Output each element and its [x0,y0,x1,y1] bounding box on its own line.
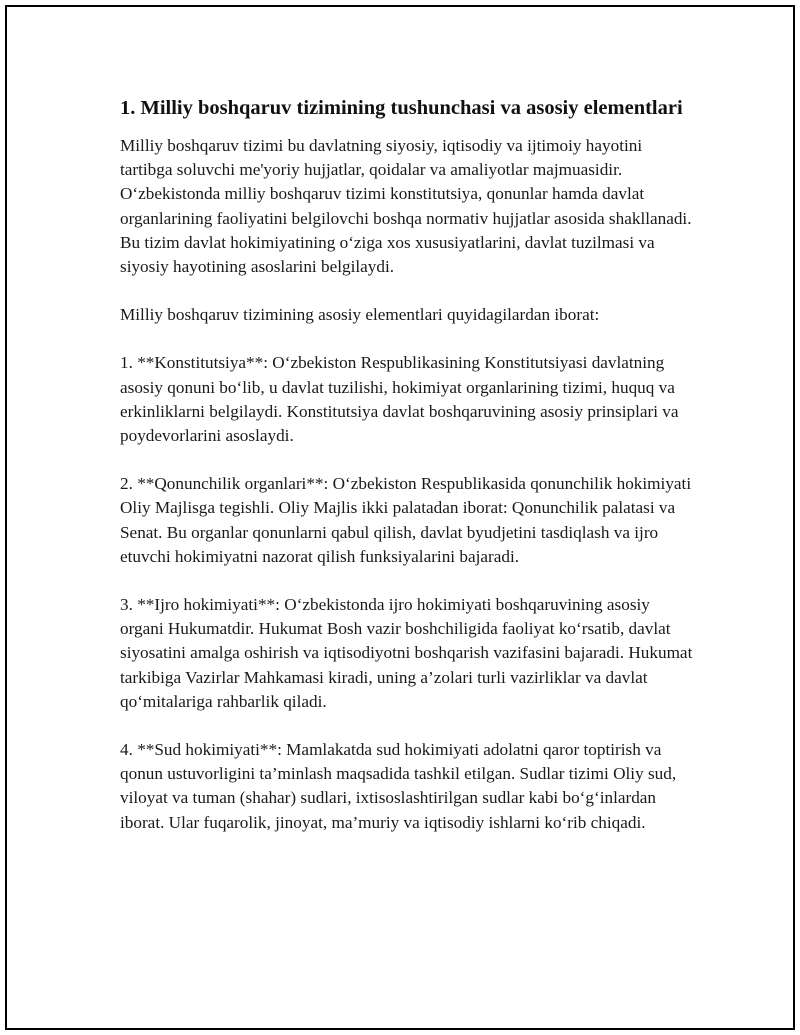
judicial-paragraph: 4. **Sud hokimiyati**: Mamlakatda sud hokimiyati adolatni qaror toptirish va qonun ustuvorligini ta’minlash maqsadida tashkil etilgan. Sudlar tizimi Oliy sud, viloyat va tuman (shahar) sudlari, ixtisoslashtirilgan sudlar kabi bo‘g‘inlardan iborat. Ular fuqarolik, jinoyat, ma’muriy va iqtisodiy ishlarni ko‘rib chiqadi. [120,740,677,832]
intro-paragraph: Milliy boshqaruv tizimi bu davlatning siyosiy, iqtisodiy va ijtimoiy hayotini tartibga soluvchi me'yoriy hujjatlar, qoidalar va amaliyotlar majmuasidir. O‘zbekistonda milliy boshqaruv tizimi konstitutsiya, qonunlar hamda davlat organlarining faoliyatini belgilovchi boshqa normativ hujjatlar asosida shakllanadi. Bu tizim davlat hokimiyatining o‘ziga xos xususiyatlarini, davlat tuzilmasi va siyosiy hayotining asoslarini belgilaydi. [120,136,692,277]
elements-intro-paragraph: Milliy boshqaruv tizimining asosiy elementlari quyidagilardan iborat: [120,305,600,325]
document-title: 1. Milliy boshqaruv tizimining tushunchasi va asosiy elementlari [120,97,683,119]
document-body [120,95,695,859]
legislative-paragraph: 2. **Qonunchilik organlari**: O‘zbekiston Respublikasida qonunchilik hokimiyati Oliy Majlisga tegishli. Oliy Majlis ikki palatadan iborat: Qonunchilik palatasi va Senat. Bu organlar qonunlarni qabul qilish, davlat byudjetini tasdiqlash va ijro etuvchi hokimiyatni nazorat qilish funksiyalarini bajaradi. [120,474,692,566]
constitution-paragraph: 1. **Konstitutsiya**: O‘zbekiston Respublikasining Konstitutsiyasi davlatning asosiy qonuni bo‘lib, u davlat tuzilishi, hokimiyat organlarining tizimi, huquq va erkinliklarni belgilaydi. Konstitutsiya davlat boshqaruvining asosiy prinsiplari va poydevorlarini asoslaydi. [120,353,679,446]
executive-paragraph: 3. **Ijro hokimiyati**: O‘zbekistonda ijro hokimiyati boshqaruvining asosiy organi Hukumatdir. Hukumat Bosh vazir boshchiligida faoliyat ko‘rsatib, davlat siyosatini amalga oshirish va iqtisodiyotni boshqarish vazifasini bajaradi. Hukumat tarkibiga Vazirlar Mahkamasi kiradi, uning a’zolari turli vazirliklar va davlat qo‘mitalariga rahbarlik qiladi. [120,595,693,711]
page-frame [5,5,795,1030]
